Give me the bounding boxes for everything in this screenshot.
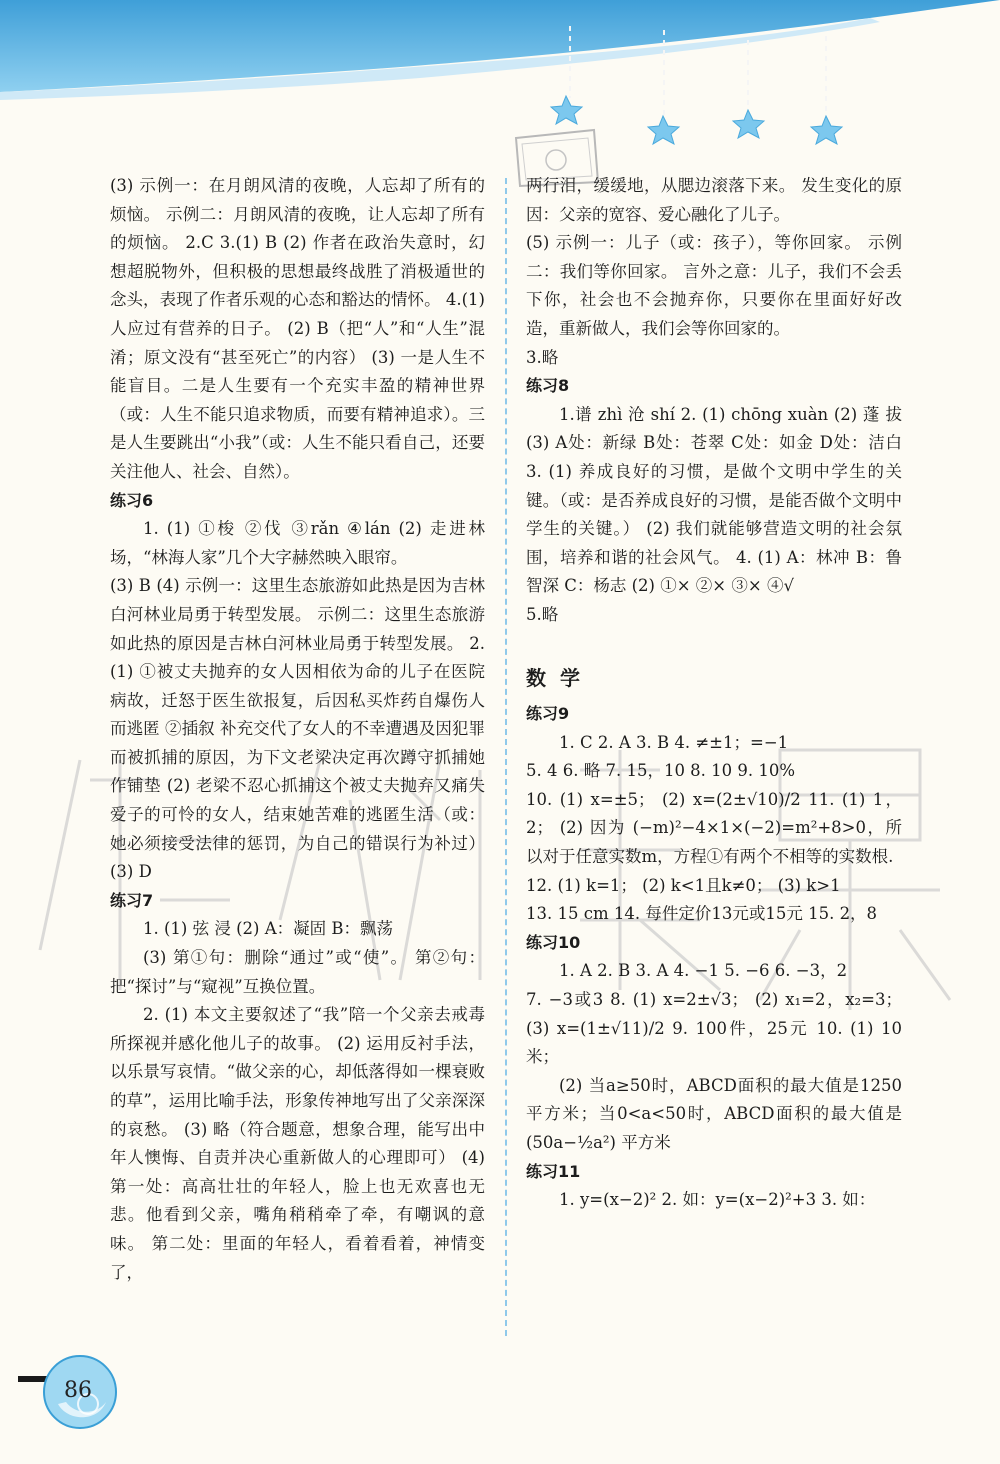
answer-paragraph: 3.略 [526, 347, 559, 367]
answer-paragraph: 1. (1) 弦 浸 (2) A：凝固 B：飘荡 [143, 919, 393, 939]
section-heading-exercise-7: 练习7 [110, 890, 154, 910]
page-number: 86 [64, 1378, 92, 1403]
answer-paragraph: 两行泪，缓缓地，从腮边滚落下来。 发生变化的原因：父亲的宽容、爱心融化了儿子。 [526, 176, 902, 224]
answer-paragraph: 1. A 2. B 3. A 4. −1 5. −6 6. −3，2 [559, 961, 848, 981]
answer-paragraph: (2) 当a≥50时，ABCD面积的最大值是1250平方米；当0<a<50时，ABCD面积的最大值是(50a−½a²) 平方米 [526, 1075, 902, 1152]
header-banner [0, 0, 1000, 160]
answer-paragraph: (5) 示例一：儿子（或：孩子），等你回家。 示例二：我们等你回家。 言外之意：儿子，我们不会丢下你，社会也不会抛弃你，只要你在里面好好改造，重新做人，我们会等你回家的。 [526, 233, 902, 338]
column-divider [505, 178, 507, 1336]
answer-paragraph: 1.谱 zhì 沧 shí 2. (1) chōng xuàn (2) 蓬 拔 (3) A处：新绿 B处：苍翠 C处：如金 D处：洁白 3. (1) 养成良好的习惯，是做个文明中学生的关键。（或：是否养成良好的习惯，是能否做个文明中学生的关键。） (2) 我们就能够营造文明的社会氛围，培养和谐的社会风气。 4. (1) A：林冲 B：鲁智深 C：杨志 (2) ①× ②× ③× ④√ [526, 404, 902, 596]
subject-title-math: 数学 [526, 665, 594, 690]
star-icon [811, 116, 842, 144]
star-icon [551, 96, 582, 124]
answer-paragraph: 1. y=(x−2)² 2. 如：y=(x−2)²+3 3. 如： [559, 1190, 876, 1210]
section-heading-exercise-8: 练习8 [526, 376, 570, 396]
answer-paragraph: (3) B (4) 示例一：这里生态旅游如此热是因为吉林白河林业局勇于转型发展。 示例二：这里生态旅游如此热的原因是吉林白河林业局勇于转型发展。 2. (1) ①被丈夫抛弃的女人因相依为命的儿子在医院病故，迁怒于医生欲报复，后因私买炸药自爆伤人而逃匿 ②插叙 补充交代了女人的不幸遭遇及因犯罪而被抓捕的原因，为下文老梁决定再次蹲守抓捕她作铺垫 (2) 老梁不忍心抓捕这个被丈夫抛弃又痛失爱子的可怜的女人，结束她苦难的逃匿生活（或：她必须接受法律的惩罚，为自己的错误行为补过） (3) D [110, 576, 485, 882]
section-heading-exercise-10: 练习10 [526, 932, 581, 952]
answer-paragraph: 2. (1) 本文主要叙述了“我”陪一个父亲去戒毒所探视并感化他儿子的故事。 (2) 运用反衬手法，以乐景写哀情。“做父亲的心，却低落得如一棵衰败的草”，运用比喻手法，形象传神地写出了父亲深深的哀愁。 (3) 略（符合题意，想象合理，能写出中年人懊悔、自责并决心重新做人的心理即可） (4) 第一处：高高壮壮的年轻人，脸上也无欢喜也无悲。他看到父亲，嘴角稍稍牵了牵，有嘲讽的意味。 第二处：里面的年轻人，看着看着，神情变了， [110, 1005, 485, 1282]
star-icon [648, 116, 679, 144]
right-column [526, 172, 902, 1215]
star-icon [733, 110, 764, 138]
section-heading-exercise-9: 练习9 [526, 704, 570, 724]
answer-paragraph: 13. 15 cm 14. 每件定价13元或15元 15. 2，8 [526, 904, 878, 924]
answer-paragraph: 5.略 [526, 604, 559, 624]
section-heading-exercise-11: 练习11 [526, 1161, 581, 1181]
answer-paragraph: 12. (1) k=1； (2) k<1且k≠0； (3) k>1 [526, 875, 841, 895]
answer-paragraph: (3) 示例一：在月朗风清的夜晚，人忘却了所有的烦恼。 示例二：月朗风清的夜晚，让人忘却了所有的烦恼。 2.C 3.(1) B (2) 作者在政治失意时，幻想超脱物外，但积极的思想最终战胜了消极遁世的念头，表现了作者乐观的心态和豁达的情怀。 4.(1) 人应过有营养的日子。 (2) B（把“人”和“人生”混淆；原文没有“甚至死亡”的内容） (3) 一是人生不能盲目。二是人生要有一个充实丰盈的精神世界（或：人生不能只追求物质，而要有精神追求）。三是人生要跳出“小我”（或：人生不能只看自己，还要关注他人、社会、自然）。 [110, 176, 485, 481]
left-column [110, 172, 485, 1287]
answer-paragraph: (3) 第①句：删除“通过”或“使”。 第②句：把“探讨”与“窥视”互换位置。 [110, 948, 485, 996]
answer-paragraph: 10. (1) x=±5； (2) x=(2±√10)/2 11. (1) 1，2； (2) 因为 (−m)²−4×1×(−2)=m²+8>0，所以对于任意实数m，方程①有两个不相等的实数根. [526, 789, 902, 867]
answer-paragraph: 1. (1) ①梭 ②伐 ③rǎn ④lán (2) 走进林场，“林海人家”几个大字赫然映入眼帘。 [110, 519, 485, 567]
section-heading-exercise-6: 练习6 [110, 490, 154, 510]
answer-paragraph: 7. −3或3 8. (1) x=2±√3； (2) x₁=2，x₂=3； (3) x=(1±√11)/2 9. 100件，25元 10. (1) 10米； [526, 990, 902, 1067]
answer-paragraph: 1. C 2. A 3. B 4. ≠±1；=−1 [559, 732, 789, 752]
answer-paragraph: 5. 4 6. 略 7. 15，10 8. 10 9. 10% [526, 761, 796, 781]
